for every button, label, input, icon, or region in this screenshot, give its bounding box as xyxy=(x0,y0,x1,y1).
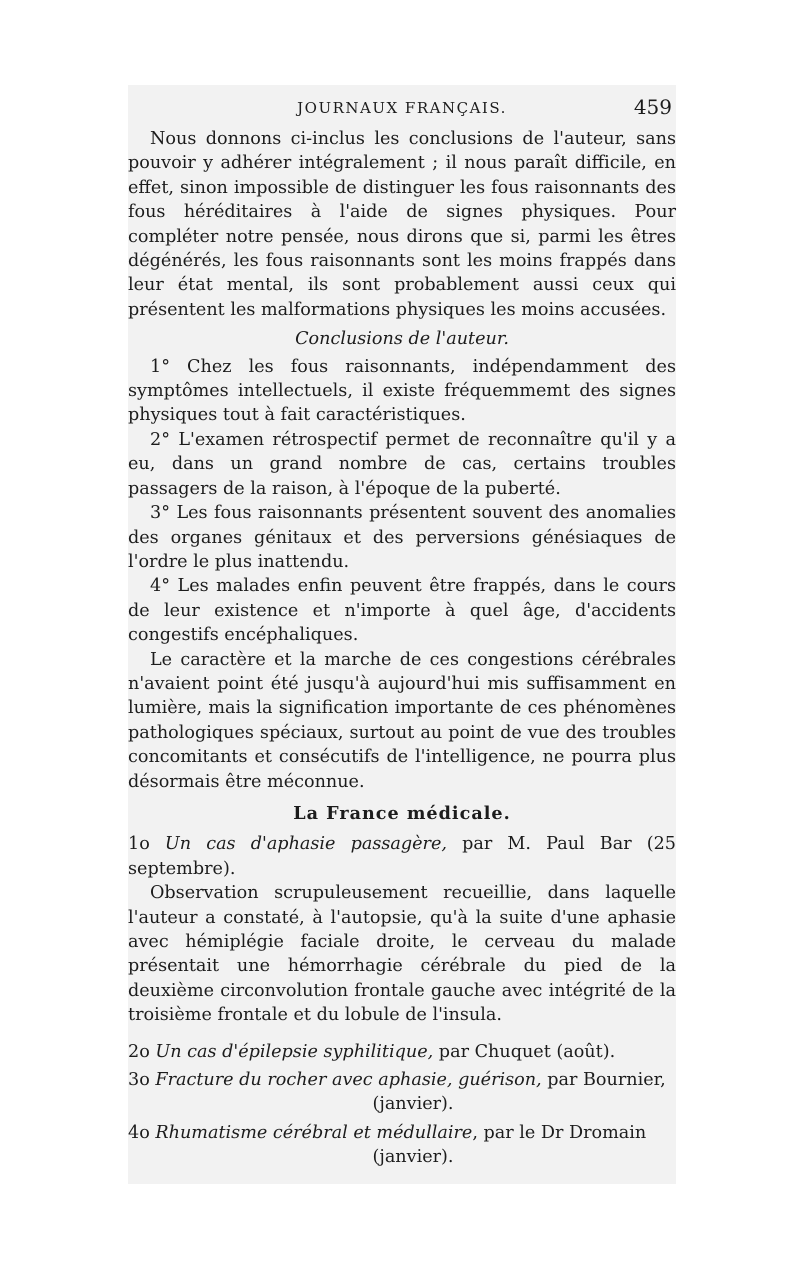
item-number: 2o xyxy=(128,1041,156,1062)
reference-item-4 xyxy=(128,1121,676,1170)
reference-item-3 xyxy=(128,1068,676,1117)
reference-item-2 xyxy=(128,1040,676,1064)
running-head: JOURNAUX FRANÇAIS. xyxy=(297,99,507,117)
conclusion-item: 2° L'examen rétrospectif permet de reconnaître qu'il y a eu, dans un grand nombre de cas, certains troubles passagers de la raison, à l'époque de la puberté. xyxy=(128,429,676,499)
page-header xyxy=(128,93,676,127)
conclusions-title: Conclusions de l'auteur. xyxy=(295,329,509,350)
item-number: 4o xyxy=(128,1122,156,1143)
conclusion-item: 4° Les malades enfin peuvent être frappés, dans le cours de leur existence et n'importe à quel âge, d'accidents congestifs encéphaliques. xyxy=(128,576,676,646)
item-title: Un cas d'épilepsie syphilitique, xyxy=(155,1041,434,1062)
intro-paragraph: Nous donnons ci-inclus les conclusions de l'auteur, sans pouvoir y adhérer intégralement ; il nous paraît difficile, en effet, sinon impossible de distinguer les fous raisonnants des fous héréditaires à l'aide de signes physiques. Pour compléter notre pensée, nous dirons que si, parmi les êtres dégénérés, les fous raisonnants sont les moins frappés dans leur état mental, ils sont probablement aussi ceux qui présentent les malformations physiques les moins accusées. xyxy=(128,129,676,320)
item-date: (janvier). xyxy=(372,1094,454,1115)
conclusion-item: 1° Chez les fous raisonnants, indépendamment des symptômes intellectuels, il existe fréquemmemt des signes physiques tout à fait caractéristiques. xyxy=(128,356,676,426)
reference-body: Observation scrupuleusement recueillie, dans laquelle l'auteur a constaté, à l'autopsie, qu'à la suite d'une aphasie avec hémiplégie faciale droite, le cerveau du malade présentait une hémorrhagie cérébrale du pied de la deuxième circonvolution frontale gauche avec intégrité de la troisième frontale et du lobule de l'insula. xyxy=(128,883,676,1026)
item-date: (janvier). xyxy=(372,1147,454,1168)
page-number: 459 xyxy=(633,95,672,119)
conclusion-item: 3° Les fous raisonnants présentent souvent des anomalies des organes génitaux et des perversions génésiaques de l'ordre le plus inattendu. xyxy=(128,503,676,572)
journal-heading: La France médicale. xyxy=(293,802,511,824)
closing-paragraph: Le caractère et la marche de ces congestions cérébrales n'avaient point été jusqu'à aujourd'hui mis suffisamment en lumière, mais la signification importante de ces phénomènes pathologiques spéciaux, surtout au point de vue des troubles concomitants et consécutifs de l'intelligence, ne pourra plus désormais être méconnue. xyxy=(128,649,676,792)
item-number: 1o xyxy=(128,834,165,855)
item-title: Un cas d'aphasie passagère, xyxy=(164,834,447,855)
item-number: 3o xyxy=(128,1070,156,1091)
item-byline: par Chuquet (août). xyxy=(433,1041,616,1062)
item-title: Rhumatisme cérébral et médullaire xyxy=(155,1122,473,1143)
item-byline: par M. Paul Bar (25 septembre). xyxy=(128,834,676,879)
item-byline: par Bournier, xyxy=(541,1070,666,1091)
item-title: Fracture du rocher avec aphasie, guérison, xyxy=(155,1070,542,1091)
reference-item-1 xyxy=(128,832,676,881)
text-block xyxy=(128,85,676,1184)
item-byline: , par le Dr Dromain xyxy=(472,1122,647,1143)
